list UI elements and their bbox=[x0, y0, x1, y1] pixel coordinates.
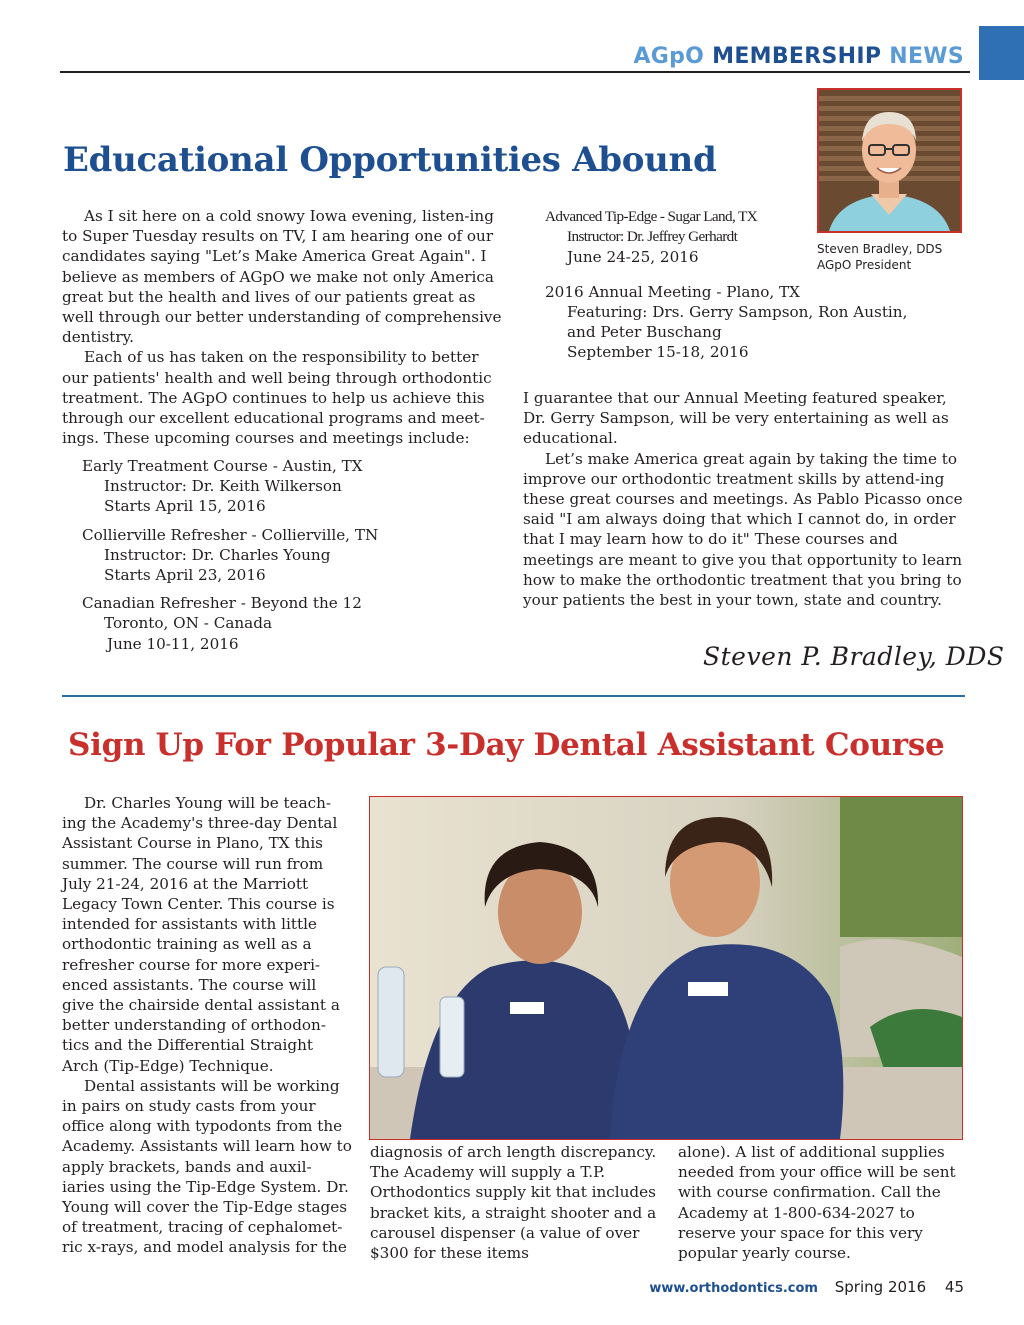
event-date: Starts April 15, 2016 bbox=[104, 497, 266, 516]
event-title: 2016 Annual Meeting - Plano, TX bbox=[545, 282, 800, 301]
article1-paragraph-2: Each of us has taken on the responsibility to better our patients' health and well being through orthodontic treatment. The AGpO continues to help us achieve this through our excellent educational programs and meet-ings. These upcoming courses and meetings include: bbox=[62, 348, 492, 448]
event-item bbox=[82, 593, 502, 654]
event-title: Canadian Refresher - Beyond the 12 bbox=[82, 594, 362, 613]
event-detail: Instructor: Dr. Jeffrey Gerhardt bbox=[567, 228, 738, 246]
article2-paragraph-4: alone). A list of additional supplies needed from your office will be sent with course confirmation. Call the Academy at 1-800-634-2027 to reserve your space for this very popular yearly course. bbox=[678, 1143, 956, 1263]
event-detail: Toronto, ON - Canada bbox=[104, 614, 272, 633]
article2-paragraph-1: Dr. Charles Young will be teach-ing the Academy's three-day Dental Assistant Course in Plano, TX this summer. The course will run from July 21-24, 2016 at the Marriott Legacy Town Center. This course is intended for assistants with little orthodontic training as well as a refresher course for more experi-enced assistants. The course will give the chairside dental assistant a better understanding of orthodon-tics and the Differential Straight Arch (Tip-Edge) Technique. bbox=[62, 794, 340, 1075]
article2-paragraph-2: Dental assistants will be working in pairs on study casts from your office along with typodonts from the Academy. Assistants will learn how to apply brackets, bands and auxil-iaries using the Tip-Edge System. Dr. Young will cover the Tip-Edge stages of treatment, tracing of cephalomet-ric x-rays, and model analysis for the bbox=[62, 1076, 352, 1257]
event-item bbox=[545, 282, 965, 363]
event-date: June 24-25, 2016 bbox=[567, 248, 699, 267]
event-item bbox=[82, 525, 502, 586]
header-membership: MEMBERSHIP bbox=[712, 44, 882, 69]
article2-paragraph-3: diagnosis of arch length discrepancy. The Academy will supply a T.P. Orthodontics supply kit that includes bracket kits, a straight shooter and a carousel dispenser (a value of over $300 for these items bbox=[370, 1143, 657, 1263]
section-header bbox=[633, 44, 964, 69]
article2-column-1 bbox=[62, 793, 352, 1258]
event-date: Starts April 23, 2016 bbox=[104, 566, 266, 585]
footer-issue: Spring 2016 bbox=[834, 1278, 927, 1296]
event-title: Collierville Refresher - Collierville, TN bbox=[82, 525, 379, 544]
article1-column-1 bbox=[62, 206, 507, 448]
header-rule bbox=[60, 71, 970, 73]
event-title: Early Treatment Course - Austin, TX bbox=[82, 457, 363, 475]
caption-name: Steven Bradley, DDS bbox=[817, 242, 943, 256]
events-list-left bbox=[82, 456, 502, 662]
event-date: September 15-18, 2016 bbox=[567, 343, 749, 362]
photo-caption bbox=[817, 241, 942, 273]
page-footer bbox=[649, 1278, 964, 1296]
president-portrait-photo bbox=[817, 88, 962, 233]
article2-column-3 bbox=[678, 1142, 968, 1263]
article-title-educational: Educational Opportunities Abound bbox=[63, 140, 717, 180]
dental-assistants-photo bbox=[369, 796, 963, 1140]
event-item bbox=[545, 207, 815, 268]
article-title-dental-course: Sign Up For Popular 3-Day Dental Assistant Course bbox=[68, 727, 945, 763]
article1-paragraph-3: I guarantee that our Annual Meeting featured speaker, Dr. Gerry Sampson, will be very entertaining as well as educational. bbox=[523, 389, 949, 448]
header-news: NEWS bbox=[889, 44, 964, 69]
event-detail: Featuring: Drs. Gerry Sampson, Ron Austin, bbox=[567, 302, 908, 321]
section-divider bbox=[62, 695, 965, 697]
event-detail: and Peter Buschang bbox=[567, 323, 722, 342]
section-tab-marker bbox=[979, 26, 1024, 80]
event-detail: Instructor: Dr. Keith Wilkerson bbox=[104, 477, 342, 496]
article2-column-2 bbox=[370, 1142, 660, 1263]
article1-paragraph-1: As I sit here on a cold snowy Iowa evening, listen-ing to Super Tuesday results on TV, I am hearing one of our candidates saying "Let’s Make America Great Again". I believe as members of AGpO we make not only America great but the health and lives of our patients great as well through our better understanding of comprehensive dentistry. bbox=[62, 207, 502, 347]
event-title: Advanced Tip-Edge - Sugar Land, TX bbox=[545, 208, 758, 225]
event-detail: Instructor: Dr. Charles Young bbox=[104, 545, 331, 564]
author-signature: Steven P. Bradley, DDS bbox=[703, 642, 1005, 671]
caption-role: AGpO President bbox=[817, 258, 912, 272]
footer-website-link[interactable]: www.orthodontics.com bbox=[649, 1281, 818, 1296]
page-number: 45 bbox=[944, 1278, 964, 1296]
article1-column-2 bbox=[523, 388, 968, 610]
event-date: June 10-11, 2016 bbox=[107, 634, 239, 653]
header-agpo: AGpO bbox=[633, 44, 705, 69]
event-item bbox=[82, 456, 502, 517]
article1-paragraph-4: Let’s make America great again by taking the time to improve our orthodontic treatment skills by attend-ing these great courses and meetings. As Pablo Picasso once said "I am always doing that which I cannot do, in order that I may learn how to do it" These courses and meetings are meant to give you that opportunity to learn how to make the orthodontic treatment that you bring to your patients the best in your town, state and country. bbox=[523, 449, 963, 610]
